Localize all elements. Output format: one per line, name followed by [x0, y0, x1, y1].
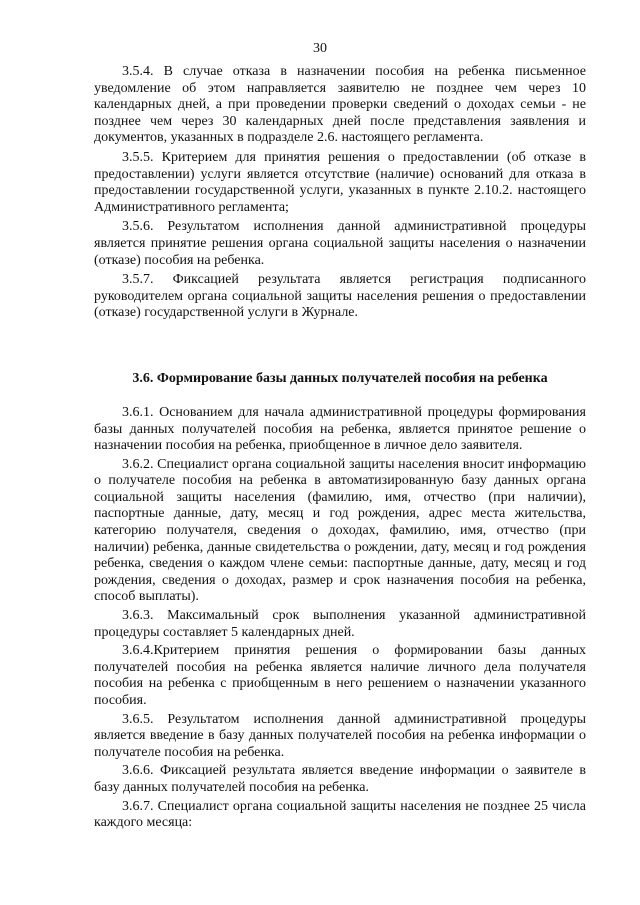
paragraph-3-6-1: 3.6.1. Основанием для начала административной процедуры формирования базы данных получателей пособия на ребенка, является принятое решение о назначении пособия на ребенка, приобщенное в личное дело заявителя. — [94, 404, 586, 454]
paragraph-3-6-5: 3.6.5. Результатом исполнения данной административной процедуры является введение в базу данных получателей пособия на ребенка информации о получателе пособия на ребенка. — [94, 711, 586, 760]
paragraph-3-5-5: 3.5.5. Критерием для принятия решения о предоставлении (об отказе в предоставлении) услуги является отсутствие (наличие) оснований для отказа в предоставлении государственной услуги, указанных в пункте 2.10.2. настоящего Административного регламента; — [94, 149, 586, 215]
paragraph-3-5-4: 3.5.4. В случае отказа в назначении пособия на ребенка письменное уведомление об этом направляется заявителю не позднее чем через 10 календарных дней, а при проведении проверки сведений о доходах семьи - не позднее чем через 30 календарных дней после представления заявления и документов, указанных в подразделе 2.6. настоящего регламента. — [94, 64, 586, 146]
paragraph-3-5-7: 3.5.7. Фиксацией результата является регистрация подписанного руководителем органа социальной защиты населения решения о предоставлении (отказе) государственной услуги в Журнале. — [94, 272, 586, 321]
document-body — [94, 64, 586, 834]
paragraph-3-6-7: 3.6.7. Специалист органа социальной защиты населения не позднее 25 числа каждого месяца: — [94, 798, 586, 831]
section-3-6-heading: 3.6. Формирование базы данных получателей пособия на ребенка — [132, 370, 548, 386]
paragraph-3-6-3: 3.6.3. Максимальный срок выполнения указанной административной процедуры составляет 5 календарных дней. — [94, 608, 586, 640]
page-number: 30 — [313, 41, 327, 56]
section-3-5-continuation — [94, 64, 586, 322]
paragraph-3-5-6: 3.5.6. Результатом исполнения данной административной процедуры является принятие решения органа социальной защиты населения о назначении (отказе) пособия на ребенка. — [94, 219, 586, 268]
paragraph-3-6-6: 3.6.6. Фиксацией результата является введение информации о заявителе в базу данных получателей пособия на ребенка. — [94, 763, 586, 795]
paragraph-3-6-2: 3.6.2. Специалист органа социальной защиты населения вносит информацию о получателе пособия на ребенка в автоматизированную базу данных органа социальной защиты населения (фамилию, имя, отчество (при наличии), паспортные данные, дату, месяц и год рождения, адрес места жительства, категорию получателя, сведения о доходах, фамилию, имя, отчество (при наличии) ребенка, данные свидетельства о рождении, дату, месяц и год рождения ребенка, сведения о каждом члене семьи: паспортные данные, дату, месяц и год рождения, сведения о доходах, размер и срок назначения пособия на ребенка, способ выплаты). — [94, 456, 586, 605]
section-3-6 — [94, 405, 586, 832]
paragraph-3-6-4: 3.6.4.Критерием принятия решения о формировании базы данных получателей пособия на ребенка является наличие личного дела получателя пособия на ребенка с приобщенным в него решением о назначении указанного пособия. — [94, 643, 586, 708]
